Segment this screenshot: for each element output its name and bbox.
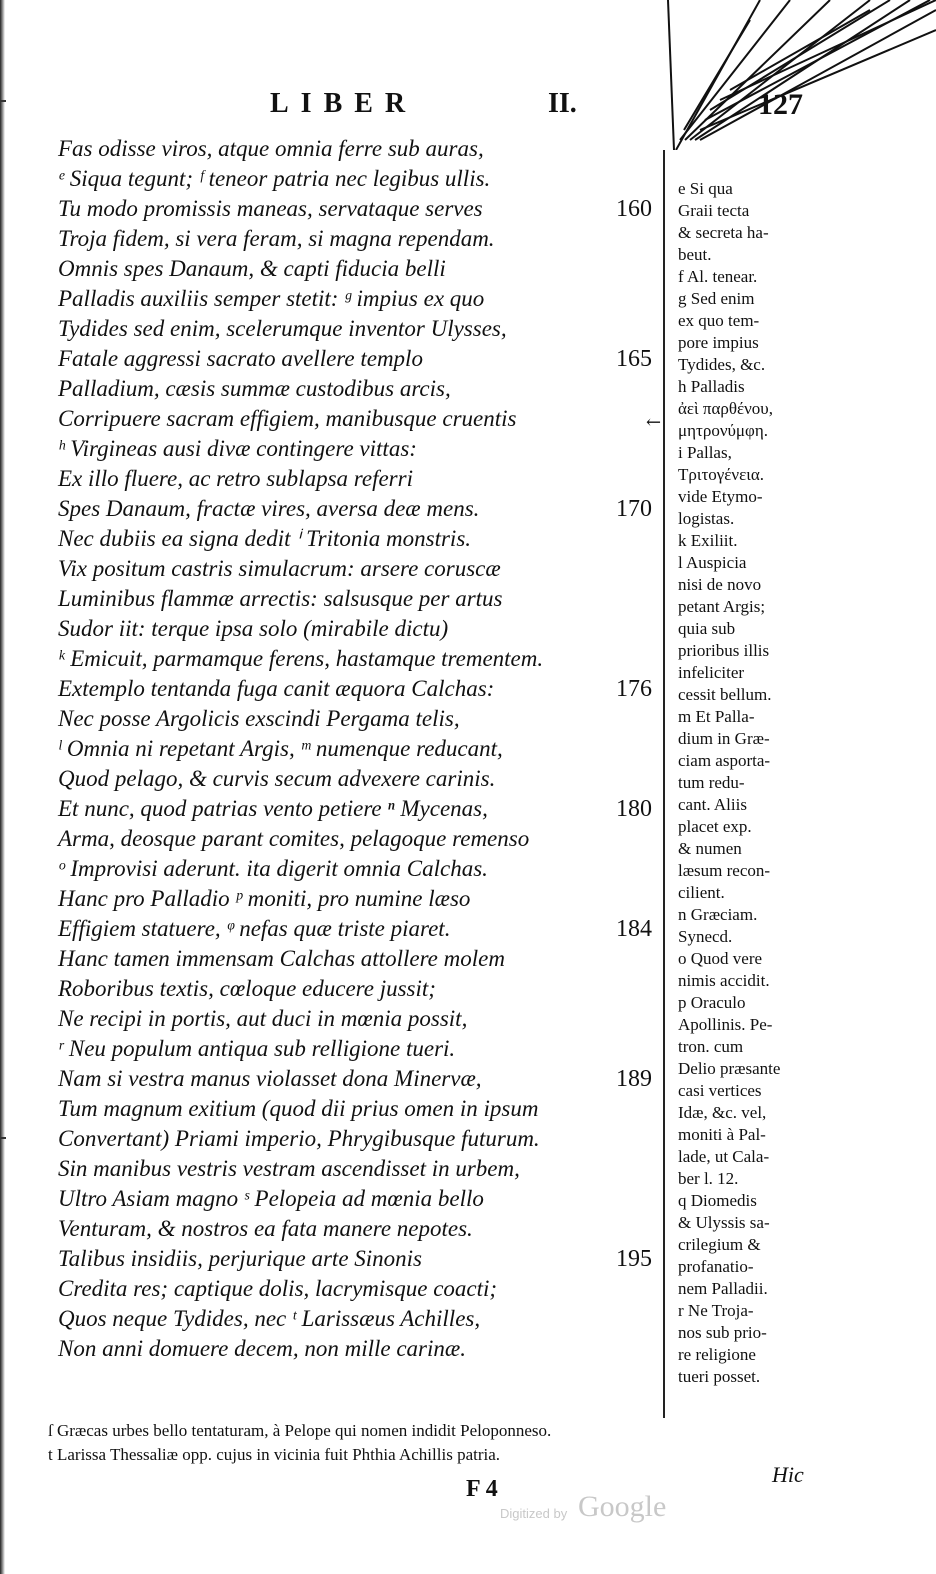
verse-line: Non anni domuere decem, non mille carinæ. <box>58 1336 466 1361</box>
marginal-note: infeliciter <box>678 663 745 682</box>
marginal-note: quia sub <box>678 619 736 638</box>
marginal-note: h Palladis <box>678 377 745 396</box>
marginal-note: f Al. tenear. <box>678 267 758 286</box>
verse-line: Talibus insidiis, perjurique arte Sinonis 195 <box>58 1246 652 1272</box>
marginal-note: n Græciam. <box>678 905 758 924</box>
marginal-note: m Et Palla- <box>678 707 755 726</box>
digitized-watermark <box>500 1490 700 1530</box>
marginal-note: k Exiliit. <box>678 531 738 550</box>
verse-line: Vix positum castris simulacrum: arsere coruscæ <box>58 556 501 581</box>
page-edge-shadow <box>0 0 5 1574</box>
verse-line: Venturam, & nostros ea fata manere nepotes. <box>58 1216 473 1241</box>
column-divider <box>663 150 665 1418</box>
marginal-note: placet exp. <box>678 817 752 836</box>
marginal-note: ber l. 12. <box>678 1169 739 1188</box>
verse-line: Luminibus flammæ arrectis: salsusque per artus <box>58 586 503 611</box>
running-header <box>270 88 870 128</box>
marginal-note: cant. Aliis <box>678 795 747 814</box>
page-number: 127 <box>758 88 803 121</box>
verse-line: Effigiem statuere, ᵠ nefas quæ triste piaret. 184 <box>58 916 652 942</box>
marginal-note: Idæ, &c. vel, <box>678 1103 767 1122</box>
marginal-note: nisi de novo <box>678 575 762 594</box>
google-logo: Google <box>578 1490 667 1523</box>
verse-line: Sudor iit: terque ipsa solo (mirabile dictu) <box>58 616 449 641</box>
margin-arrow-mark: ← <box>646 412 662 433</box>
book-numeral: II. <box>548 88 577 119</box>
marginal-note: μητρονύμφη. <box>678 421 768 440</box>
marginal-note: & numen <box>678 839 742 858</box>
verse-line: Quod pelago, & curvis secum advexere carinis. <box>58 766 496 791</box>
marginal-note: beut. <box>678 245 712 264</box>
edge-mark <box>0 1137 6 1139</box>
line-number: 184 <box>616 916 652 942</box>
marginal-note: profanatio- <box>678 1257 754 1276</box>
verse-line: ᵏ Emicuit, parmamque ferens, hastamque trementem. <box>58 646 544 671</box>
marginal-note: & secreta ha- <box>678 223 769 242</box>
verse-line: Hanc pro Palladio ᵖ moniti, pro numine læso <box>58 886 471 911</box>
marginal-note: lade, ut Cala- <box>678 1147 770 1166</box>
verse-line: Corripuere sacram effigiem, manibusque cruentis <box>58 406 517 431</box>
verse-line: Palladis auxiliis semper stetit: ᵍ impius ex quo <box>58 286 485 311</box>
verse-line: Nec dubiis ea signa dedit ⁱ Tritonia monstris. <box>58 526 472 551</box>
verse-line: Roboribus textis, cœloque educere jussit; <box>58 976 436 1001</box>
marginal-note: r Ne Troja- <box>678 1301 754 1320</box>
verse-line: Tum magnum exitium (quod dii prius omen in ipsum <box>58 1096 539 1121</box>
verse-line: Extemplo tentanda fuga canit æquora Calchas: 176 <box>58 676 652 702</box>
verse-line: Arma, deosque parant comites, pelagoque remenso <box>58 826 530 851</box>
marginal-note: re religione <box>678 1345 756 1364</box>
verse-line: Omnis spes Danaum, & capti fiducia belli <box>58 256 446 281</box>
marginal-note: ἀεὶ παρθένου, <box>678 399 773 418</box>
verse-line: Hanc tamen immensam Calchas attollere molem <box>58 946 505 971</box>
marginal-note: p Oraculo <box>678 993 746 1012</box>
footnote: ſ Græcas urbes bello tentaturam, à Pelope qui nomen indidit Peloponneso. <box>48 1421 552 1440</box>
verse-line: Spes Danaum, fractæ vires, aversa deæ mens. 170 <box>58 496 652 522</box>
marginal-note: moniti à Pal- <box>678 1125 766 1144</box>
marginal-note: cilient. <box>678 883 725 902</box>
line-number: 176 <box>616 676 652 702</box>
marginal-note: o Quod vere <box>678 949 763 968</box>
line-number: 170 <box>616 496 652 522</box>
verse-line: Nam si vestra manus violasset dona Minervæ, 189 <box>58 1066 652 1092</box>
verse-line: Tydides sed enim, scelerumque inventor Ulysses, <box>58 316 507 341</box>
verse-line: ʰ Virgineas ausi divæ contingere vittas: <box>58 436 417 461</box>
verse-line: Ex illo fluere, ac retro sublapsa referri <box>58 466 413 491</box>
verse-line: ʳ Neu populum antiqua sub relligione tueri. <box>58 1036 456 1061</box>
line-number: 165 <box>616 346 652 372</box>
marginal-note: Tydides, &c. <box>678 355 766 374</box>
marginal-note: logistas. <box>678 509 735 528</box>
marginal-note: Graii tecta <box>678 201 750 220</box>
marginal-note: tueri posset. <box>678 1367 761 1386</box>
edge-mark <box>0 100 6 102</box>
marginal-note: e Si qua <box>678 179 733 198</box>
header-title: LIBER <box>270 88 418 119</box>
marginal-note: l Auspicia <box>678 553 747 572</box>
marginal-note: dium in Græ- <box>678 729 770 748</box>
verse-line: Nec posse Argolicis exscindi Pergama telis, <box>58 706 460 731</box>
verse-line: Fas odisse viros, atque omnia ferre sub auras, <box>58 136 484 161</box>
line-number: 195 <box>616 1246 652 1272</box>
verse-line: Tu modo promissis maneas, servataque serves 160 <box>58 196 652 222</box>
marginal-note: ciam asporta- <box>678 751 771 770</box>
verse-line: ᵒ Improvisi aderunt. ita digerit omnia Calchas. <box>58 856 488 881</box>
marginal-note: Τριτογένεια. <box>678 465 764 484</box>
line-number: 180 <box>616 796 652 822</box>
marginal-note: & Ulyssis sa- <box>678 1213 770 1232</box>
signature-mark: F 4 <box>466 1476 498 1502</box>
marginal-note: ex quo tem- <box>678 311 760 330</box>
verse-line: Et nunc, quod patrias vento petiere ⁿ Mycenas, 180 <box>58 796 652 822</box>
verse-line: Sin manibus vestris vestram ascendisset in urbem, <box>58 1156 520 1181</box>
verse-line: Convertant) Priami imperio, Phrygibusque futurum. <box>58 1126 540 1151</box>
verse-line: Troja fidem, si vera feram, si magna rependam. <box>58 226 495 251</box>
marginal-note: Delio præsante <box>678 1059 781 1078</box>
marginal-note: læsum recon- <box>678 861 771 880</box>
marginal-note: nem Palladii. <box>678 1279 768 1298</box>
digitized-by-label: Digitized by <box>500 1506 568 1521</box>
verse-line: Quos neque Tydides, nec ᵗ Larissæus Achilles, <box>58 1306 481 1331</box>
marginal-note: tum redu- <box>678 773 745 792</box>
verse-line: Ultro Asiam magno ˢ Pelopeia ad mœnia bello <box>58 1186 484 1211</box>
marginal-note: prioribus illis <box>678 641 770 660</box>
marginal-note: nimis accidit. <box>678 971 770 990</box>
marginal-note: Apollinis. Pe- <box>678 1015 773 1034</box>
verse-line: Credita res; captique dolis, lacrymisque coacti; <box>58 1276 498 1301</box>
verse-line: Palladium, cæsis summæ custodibus arcis, <box>58 376 451 401</box>
line-number: 160 <box>616 196 652 222</box>
marginal-note: Synecd. <box>678 927 733 946</box>
verse-line: ˡ Omnia ni repetant Argis, ᵐ numenque reducant, <box>58 736 503 761</box>
marginal-note: vide Etymo- <box>678 487 763 506</box>
marginal-note: pore impius <box>678 333 759 352</box>
marginal-note: tron. cum <box>678 1037 744 1056</box>
marginal-note: q Diomedis <box>678 1191 757 1210</box>
marginal-note: i Pallas, <box>678 443 732 462</box>
catchword: Hic <box>772 1462 804 1487</box>
marginal-note: petant Argis; <box>678 597 766 616</box>
line-number: 189 <box>616 1066 652 1092</box>
verse-line: Fatale aggressi sacrato avellere templo 165 <box>58 346 652 372</box>
marginal-note: crilegium & <box>678 1235 761 1254</box>
verse-line: ᵉ Siqua tegunt; ᶠ teneor patria nec legibus ullis. <box>58 166 491 191</box>
verse-line: Ne recipi in portis, aut duci in mœnia possit, <box>58 1006 468 1031</box>
footnote: t Larissa Thessaliæ opp. cujus in vicinia fuit Phthia Achillis patria. <box>48 1445 501 1464</box>
marginal-note: nos sub prio- <box>678 1323 767 1342</box>
marginal-note: g Sed enim <box>678 289 755 308</box>
marginal-note: cessit bellum. <box>678 685 772 704</box>
marginal-note: casi vertices <box>678 1081 762 1100</box>
